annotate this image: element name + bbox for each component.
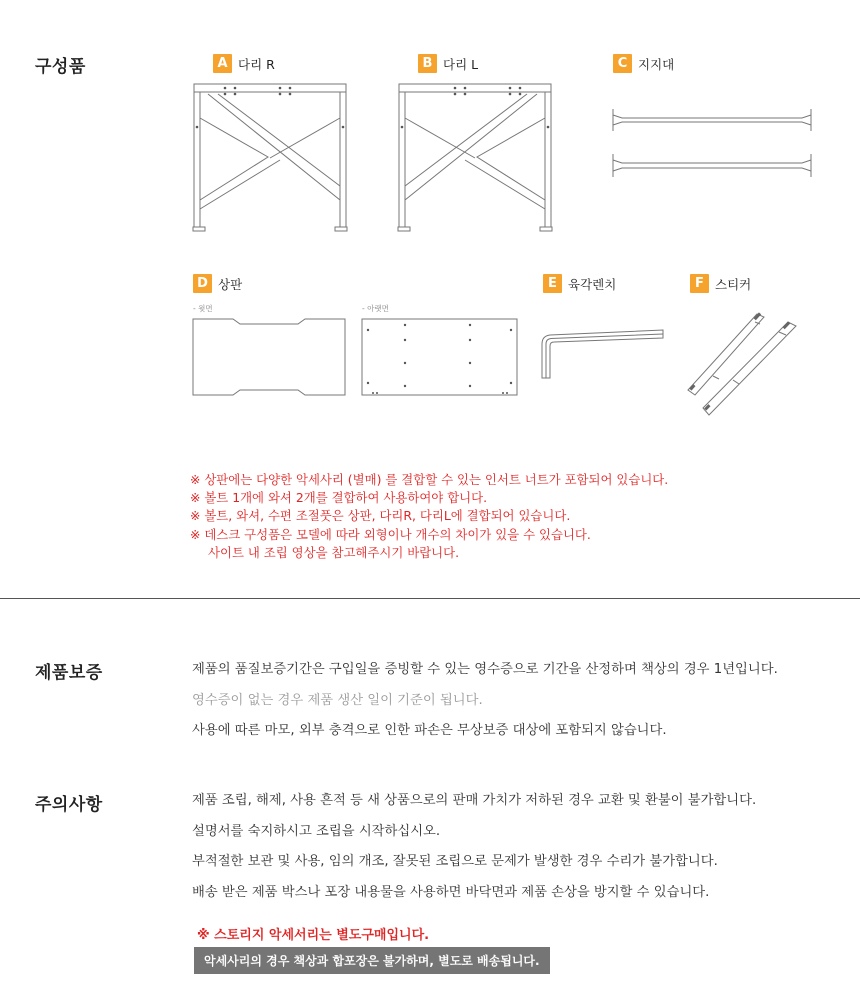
section-divider [0, 598, 860, 599]
part-f-name: 스티커 [715, 276, 752, 292]
warranty-line-3: 사용에 따른 마모, 외부 충격으로 인한 파손은 무상보증 대상에 포함되지 않습니다. [192, 723, 667, 738]
hex-wrench-drawing [538, 322, 668, 382]
part-e-letter: E [543, 274, 562, 293]
leg-r-drawing [190, 82, 350, 234]
caution-line-4: 배송 받은 제품 박스나 포장 내용물을 사용하면 바닥면과 제품 손상을 방지할 수 있습니다. [192, 884, 710, 900]
part-b-letter: B [418, 54, 437, 73]
shipping-banner: 악세사리의 경우 책상과 합포장은 불가하며, 별도로 배송됩니다. [194, 947, 550, 974]
storage-notice: ※ 스토리지 악세서리는 별도구매입니다. [197, 928, 430, 943]
part-a-header [213, 54, 275, 73]
components-notes [190, 471, 668, 562]
warranty-line-2: 영수증이 없는 경우 제품 생산 일이 기준이 됩니다. [192, 692, 483, 708]
note-line-4: ※ 데스크 구성품은 모델에 따라 외형이나 개수의 차이가 있을 수 있습니다. [190, 526, 591, 542]
caution-line-2: 설명서를 숙지하시고 조립을 시작하십시오. [192, 823, 441, 839]
note-line-3: ※ 볼트, 와셔, 수편 조절풋은 상판, 다리R, 다리L에 결합되어 있습니다. [190, 508, 571, 524]
cautions-text [192, 786, 756, 908]
note-line-1: ※ 상판에는 다양한 악세사리 (별매) 를 결합할 수 있는 인서트 너트가 포함되어 있습니다. [190, 472, 669, 487]
top-back-label: - 아랫면 [362, 304, 389, 313]
part-d-letter: D [193, 274, 212, 293]
top-front-label: - 윗면 [193, 304, 213, 313]
caution-line-3: 부적절한 보관 및 사용, 임의 개조, 잘못된 조립으로 문제가 발생한 경우 수리가 불가합니다. [192, 854, 718, 869]
warranty-text [192, 655, 778, 747]
part-b-header [418, 54, 478, 73]
leg-l-drawing [395, 82, 555, 234]
warranty-title: 제품보증 [35, 663, 103, 683]
part-a-name: 다리 R [238, 56, 275, 72]
note-line-5: 사이트 내 조립 영상을 참고해주시기 바랍니다. [208, 544, 460, 560]
part-e-header [543, 274, 616, 293]
part-d-header [193, 274, 242, 293]
part-c-header [613, 54, 674, 73]
cautions-title: 주의사항 [35, 795, 103, 815]
caution-line-1: 제품 조립, 해제, 사용 흔적 등 새 상품으로의 판매 가치가 저하된 경우 교환 및 환불이 불가합니다. [192, 793, 757, 808]
support-bar-drawing [610, 105, 815, 185]
part-f-header [690, 274, 751, 293]
warranty-line-1: 제품의 품질보증기간은 구입일을 증빙할 수 있는 영수증으로 기간을 산정하며 책상의 경우 1년입니다. [192, 662, 778, 677]
part-f-letter: F [690, 274, 709, 293]
components-title: 구성품 [35, 57, 86, 77]
sticker-drawing [683, 302, 803, 422]
desktop-top-drawing [190, 316, 522, 400]
part-d-name: 상판 [218, 276, 243, 292]
note-line-2: ※ 볼트 1개에 와셔 2개를 결합하여 사용하여야 합니다. [190, 490, 488, 506]
part-c-name: 지지대 [638, 56, 675, 72]
part-c-letter: C [613, 54, 632, 73]
part-b-name: 다리 L [443, 56, 479, 72]
part-e-name: 육각렌치 [568, 276, 617, 292]
part-a-letter: A [213, 54, 232, 73]
